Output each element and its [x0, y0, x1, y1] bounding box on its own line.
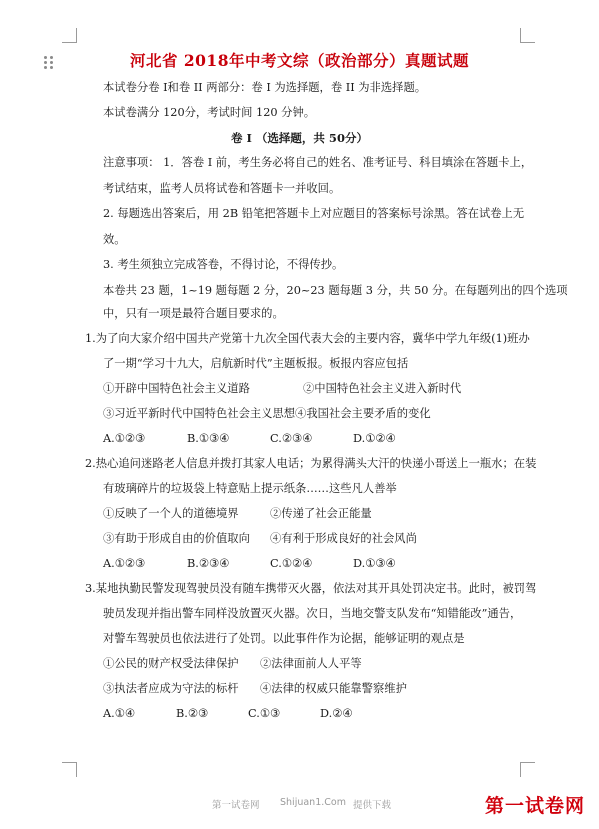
q1-statement: ②中国特色社会主义进入新时代: [303, 382, 462, 395]
q3-statement: ④法律的权威只能靠警察维护: [260, 682, 407, 695]
q3-statement: ③执法者应成为守法的标杆: [103, 682, 239, 695]
intro-line: 本试卷分卷 I和卷 II 两部分：卷 I 为选择题，卷 II 为非选择题。: [103, 81, 427, 94]
footer-site-name: 第一试卷网: [212, 800, 260, 811]
q2-statement: ③有助于形成自由的价值取向: [103, 532, 250, 545]
notes-line: 注意事项： 1．答卷 I 前，考生务必将自己的姓名、准考证号、科目填涂在答题卡上，: [103, 156, 533, 169]
q1-option-c: C.②③④: [270, 432, 313, 445]
q1-option-b: B.①③④: [187, 432, 230, 445]
intro-line: 本试卷满分 120分，考试时间 120 分钟。: [103, 106, 316, 119]
q2-option-a: A.①②③: [103, 557, 146, 570]
q1-stem-line: 了一期“学习十九大，启航新时代”主题板报。板报内容应包括: [103, 357, 409, 370]
q3-option-d: D.②④: [320, 707, 353, 720]
q3-option-c: C.①③: [248, 707, 281, 720]
footer-download-note: 提供下载: [353, 800, 392, 811]
section-heading: 卷 I （选择题，共 50分）: [231, 131, 368, 145]
q2-option-d: D.①③④: [353, 557, 396, 570]
notes-line: 效。: [103, 233, 126, 246]
q1-option-a: A.①②③: [103, 432, 146, 445]
footer-site-url: Shijuan1.Com: [280, 797, 346, 808]
q3-stem-line: 对警车驾驶员也依法进行了处罚。以此事件作为论据，能够证明的观点是: [103, 632, 465, 645]
q2-stem-line: 有玻璃碎片的垃圾袋上特意贴上提示纸条……这些凡人善举: [103, 482, 397, 495]
crop-mark-top-right: [520, 28, 535, 43]
q3-statement: ①公民的财产权受法律保护: [103, 657, 239, 670]
q2-statement: ②传递了社会正能量: [270, 507, 372, 520]
q1-stem-line: 1.为了向大家介绍中国共产党第十九次全国代表大会的主要内容，冀华中学九年级(1)班办: [85, 332, 530, 345]
crop-mark-bottom-right: [520, 762, 535, 777]
q2-stem-line: 2.热心追问迷路老人信息并拨打其家人电话；为累得满头大汗的快递小哥送上一瓶水；在装: [85, 457, 537, 470]
q2-statement: ①反映了一个人的道德境界: [103, 507, 239, 520]
crop-mark-top-left: [62, 28, 77, 43]
page-title: 河北省 2018年中考文综（政治部分）真题试题: [129, 51, 470, 70]
q3-option-b: B.②③: [176, 707, 209, 720]
q3-option-a: A.①④: [103, 707, 136, 720]
notes-line: 本卷共 23 题，1~19 题每题 2 分，20~23 题每题 3 分，共 50 分。在每题列出的四个选项: [103, 284, 568, 297]
crop-mark-bottom-left: [62, 762, 77, 777]
q1-statement: ③习近平新时代中国特色社会主义思想④我国社会主要矛盾的变化: [103, 407, 431, 420]
q1-option-d: D.①②④: [353, 432, 396, 445]
notes-line: 中，只有一项是最符合题目要求的。: [103, 307, 284, 320]
notes-line: 考试结束，监考人员将试卷和答题卡一并收回。: [103, 182, 341, 195]
q3-stem-line: 3.某地执勤民警发现驾驶员没有随车携带灭火器，依法对其开具处罚决定书。此时，被罚驾: [85, 582, 537, 595]
q2-statement: ④有利于形成良好的社会风尚: [270, 532, 417, 545]
notes-line: 2. 每题选出答案后，用 2B 铅笔把答题卡上对应题目的答案标号涂黑。答在试卷上无: [103, 207, 525, 220]
q3-stem-line: 驶员发现并指出警车同样没放置灭火器。次日，当地交警支队发布“知错能改”通告，: [103, 607, 522, 620]
site-logo: 第一试卷网: [485, 795, 586, 817]
q2-option-b: B.②③④: [187, 557, 230, 570]
notes-line: 3. 考生须独立完成答卷，不得讨论，不得传抄。: [103, 258, 344, 271]
q2-option-c: C.①②④: [270, 557, 313, 570]
q1-statement: ①开辟中国特色社会主义道路: [103, 382, 250, 395]
q3-statement: ②法律面前人人平等: [260, 657, 362, 670]
